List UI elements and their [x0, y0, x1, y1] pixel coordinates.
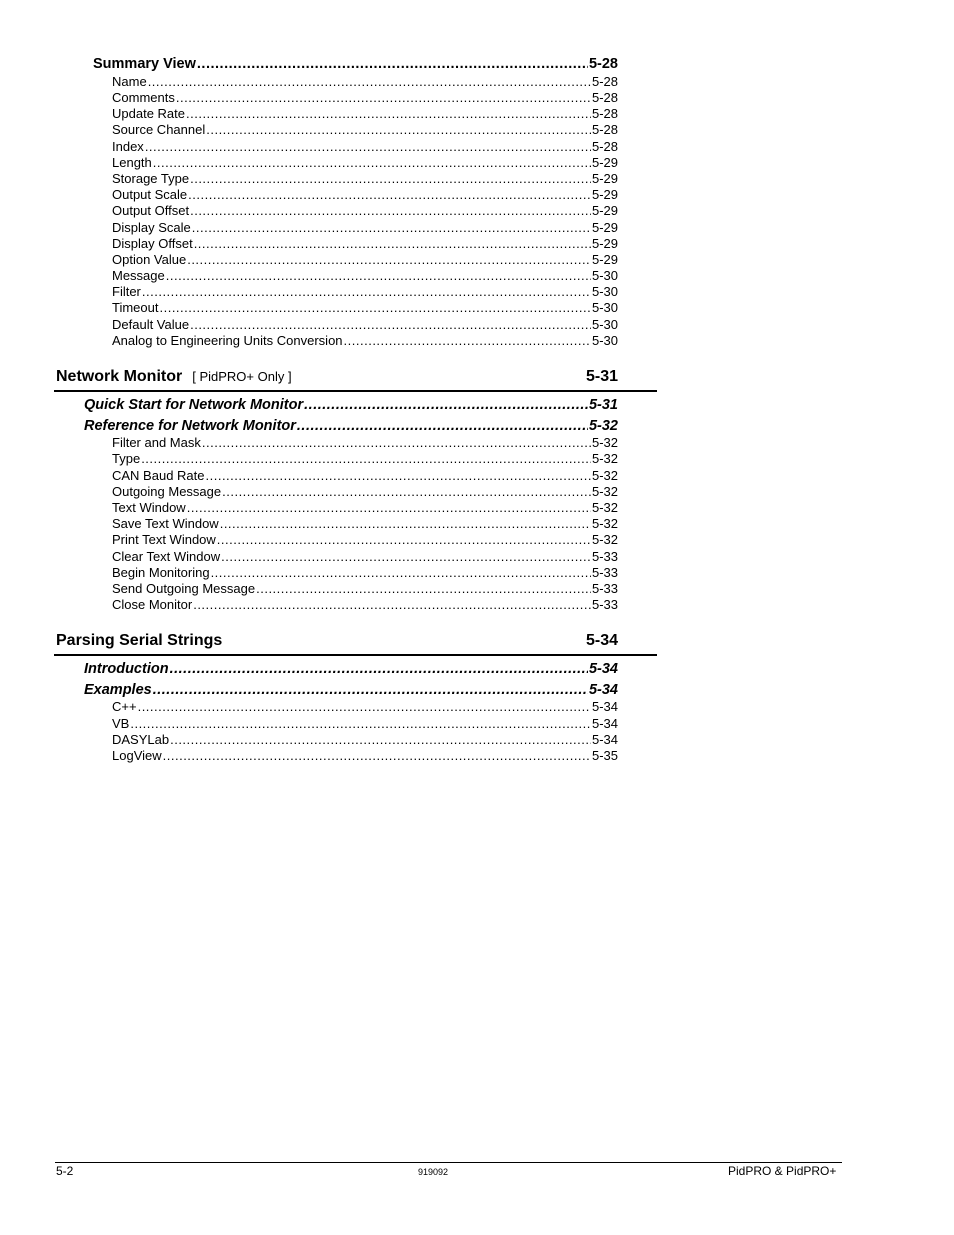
- toc-entry[interactable]: [112, 451, 618, 466]
- leader-dots: [220, 516, 591, 531]
- toc-heading-title: Examples: [84, 682, 152, 698]
- toc-entry[interactable]: [112, 532, 618, 547]
- toc-entry-title: Output Scale: [112, 187, 188, 202]
- toc-entry[interactable]: [112, 333, 618, 348]
- toc-entry-page: 5-30: [591, 284, 618, 299]
- toc-entry-title: Filter and Mask: [112, 435, 201, 450]
- leader-dots: [190, 171, 591, 186]
- toc-entry-page: 5-29: [591, 155, 618, 170]
- toc-entry-page: 5-29: [591, 171, 618, 186]
- footer-product: PidPRO & PidPRO+: [728, 1164, 837, 1178]
- toc-entry-page: 5-29: [591, 236, 618, 251]
- leader-dots: [222, 484, 591, 499]
- toc-entry-page: 5-34: [591, 716, 618, 731]
- leader-dots: [187, 252, 591, 267]
- toc-entry-title: Index: [112, 139, 144, 154]
- toc-entry-title: Close Monitor: [112, 597, 193, 612]
- toc-entry[interactable]: [112, 74, 618, 89]
- toc-entry-title: Storage Type: [112, 171, 190, 186]
- leader-dots: [163, 748, 591, 763]
- leader-dots: [145, 139, 591, 154]
- toc-entry-title: Output Offset: [112, 203, 190, 218]
- leader-dots: [153, 682, 588, 698]
- leader-dots: [153, 155, 591, 170]
- toc-entry[interactable]: [112, 565, 618, 580]
- toc-entry-title: Filter: [112, 284, 141, 299]
- toc-entry-page: 5-30: [591, 300, 618, 315]
- toc-entry-page: 5-28: [591, 139, 618, 154]
- leader-dots: [138, 699, 591, 714]
- leader-dots: [194, 236, 591, 251]
- toc-heading-title: Quick Start for Network Monitor: [84, 397, 304, 413]
- toc-heading-reference[interactable]: [84, 418, 618, 434]
- toc-entry-title: Display Scale: [112, 220, 191, 235]
- toc-entry-page: 5-33: [591, 597, 618, 612]
- toc-entry-title: Default Value: [112, 317, 190, 332]
- toc-entry[interactable]: [112, 203, 618, 218]
- toc-entry[interactable]: [112, 106, 618, 121]
- toc-entry-page: 5-35: [591, 748, 618, 763]
- leader-dots: [186, 106, 591, 121]
- leader-dots: [304, 397, 588, 413]
- toc-entry[interactable]: [112, 139, 618, 154]
- toc-heading-page: 5-31: [588, 397, 618, 413]
- toc-heading-page: 5-32: [588, 418, 618, 434]
- toc-entry-page: 5-29: [591, 203, 618, 218]
- leader-dots: [193, 597, 591, 612]
- toc-entry[interactable]: [112, 435, 618, 450]
- leader-dots: [166, 268, 591, 283]
- toc-heading-page: 5-28: [588, 56, 618, 72]
- leader-dots: [188, 187, 591, 202]
- footer-doc-number: 919092: [418, 1167, 449, 1177]
- toc-entry-title: DASYLab: [112, 732, 170, 747]
- toc-entry-title: LogView: [112, 748, 162, 763]
- leader-dots: [202, 435, 591, 450]
- leader-dots: [190, 203, 591, 218]
- toc-entry-title: C++: [112, 699, 137, 714]
- toc-entry-title: Clear Text Window: [112, 549, 221, 564]
- toc-entry-page: 5-28: [591, 122, 618, 137]
- toc-entry-title: Comments: [112, 90, 175, 105]
- toc-entry[interactable]: [112, 236, 618, 251]
- leader-dots: [217, 532, 591, 547]
- toc-heading-summary-view[interactable]: [93, 56, 618, 72]
- toc-entry[interactable]: [112, 220, 618, 235]
- toc-entry-title: Option Value: [112, 252, 187, 267]
- toc-entry[interactable]: [112, 90, 618, 105]
- toc-entry-title: Source Channel: [112, 122, 206, 137]
- leader-dots: [197, 56, 588, 72]
- toc-entry-title: Send Outgoing Message: [112, 581, 256, 596]
- toc-entry[interactable]: [112, 500, 618, 515]
- toc-entry-page: 5-29: [591, 220, 618, 235]
- toc-heading-examples[interactable]: [84, 682, 618, 698]
- toc-entry-title: Print Text Window: [112, 532, 216, 547]
- toc-entry-page: 5-33: [591, 549, 618, 564]
- toc-heading-title: Summary View: [93, 56, 196, 72]
- toc-entry-page: 5-32: [591, 532, 618, 547]
- toc-heading-title: Introduction: [84, 661, 169, 677]
- leader-dots: [206, 468, 591, 483]
- toc-entry[interactable]: [112, 716, 618, 731]
- footer-divider: [55, 1162, 842, 1163]
- section-divider: [54, 390, 657, 392]
- toc-entry-page: 5-33: [591, 565, 618, 580]
- section-note: [ PidPRO+ Only ]: [192, 369, 292, 384]
- toc-heading-quick-start[interactable]: [84, 397, 618, 413]
- toc-entry-title: Outgoing Message: [112, 484, 222, 499]
- toc-entry-title: Analog to Engineering Units Conversion: [112, 333, 343, 348]
- toc-entry-title: Update Rate: [112, 106, 185, 121]
- toc-entry-title: Text Window: [112, 500, 186, 515]
- toc-entry-title: VB: [112, 716, 130, 731]
- toc-entry[interactable]: [112, 171, 618, 186]
- toc-entry-title: Timeout: [112, 300, 159, 315]
- toc-entry-page: 5-28: [591, 74, 618, 89]
- toc-entry[interactable]: [112, 122, 618, 137]
- section-parsing-serial-strings[interactable]: [56, 632, 618, 650]
- toc-entry[interactable]: [112, 516, 618, 531]
- section-page: 5-31: [585, 368, 618, 385]
- toc-entry-page: 5-28: [591, 106, 618, 121]
- leader-dots: [141, 451, 591, 466]
- leader-dots: [187, 500, 591, 515]
- toc-entry[interactable]: [112, 597, 618, 612]
- section-page: 5-34: [585, 632, 618, 649]
- toc-entry-page: 5-30: [591, 333, 618, 348]
- toc-entry-page: 5-32: [591, 516, 618, 531]
- toc-entry-page: 5-29: [591, 252, 618, 267]
- toc-entry[interactable]: [112, 317, 618, 332]
- footer-page-number: 5-2: [56, 1164, 74, 1178]
- toc-entry-title: Display Offset: [112, 236, 193, 251]
- toc-heading-page: 5-34: [588, 661, 618, 677]
- leader-dots: [170, 732, 591, 747]
- toc-heading-introduction[interactable]: [84, 661, 618, 677]
- leader-dots: [170, 661, 588, 677]
- toc-entry[interactable]: [112, 300, 618, 315]
- section-network-monitor[interactable]: [56, 368, 618, 386]
- toc-entry-page: 5-32: [591, 468, 618, 483]
- toc-entry[interactable]: [112, 484, 618, 499]
- toc-entry-page: 5-34: [591, 732, 618, 747]
- toc-entry-page: 5-32: [591, 500, 618, 515]
- toc-entry[interactable]: [112, 581, 618, 596]
- toc-entry-title: Length: [112, 155, 152, 170]
- leader-dots: [130, 716, 591, 731]
- toc-heading-title: Reference for Network Monitor: [84, 418, 296, 434]
- toc-entry-title: Begin Monitoring: [112, 565, 210, 580]
- toc-entry[interactable]: [112, 748, 618, 763]
- leader-dots: [344, 333, 591, 348]
- leader-dots: [256, 581, 591, 596]
- leader-dots: [297, 418, 588, 434]
- leader-dots: [221, 549, 591, 564]
- section-title: Parsing Serial Strings: [56, 632, 223, 649]
- leader-dots: [176, 90, 591, 105]
- toc-entry-page: 5-30: [591, 268, 618, 283]
- toc-entry-page: 5-32: [591, 484, 618, 499]
- toc-entry-title: Type: [112, 451, 141, 466]
- toc-entry[interactable]: [112, 549, 618, 564]
- leader-dots: [206, 122, 591, 137]
- leader-dots: [148, 74, 591, 89]
- toc-entry-page: 5-32: [591, 435, 618, 450]
- toc-entry-page: 5-28: [591, 90, 618, 105]
- toc-heading-page: 5-34: [588, 682, 618, 698]
- leader-dots: [142, 284, 591, 299]
- toc-entry-page: 5-33: [591, 581, 618, 596]
- leader-dots: [159, 300, 590, 315]
- toc-entry[interactable]: [112, 268, 618, 283]
- toc-entry-title: Message: [112, 268, 165, 283]
- toc-entry-title: Save Text Window: [112, 516, 219, 531]
- toc-entry-title: Name: [112, 74, 147, 89]
- toc-entry-page: 5-34: [591, 699, 618, 714]
- toc-entry[interactable]: [112, 284, 618, 299]
- toc-entry[interactable]: [112, 468, 618, 483]
- toc-entry-page: 5-30: [591, 317, 618, 332]
- section-divider: [54, 654, 657, 656]
- toc-entry[interactable]: [112, 155, 618, 170]
- section-title: Network Monitor: [56, 368, 183, 385]
- toc-entry-page: 5-29: [591, 187, 618, 202]
- toc-entry[interactable]: [112, 187, 618, 202]
- leader-dots: [211, 565, 591, 580]
- toc-entry[interactable]: [112, 252, 618, 267]
- toc-entry-title: CAN Baud Rate: [112, 468, 205, 483]
- leader-dots: [190, 317, 591, 332]
- section-title-wrap: [56, 368, 292, 386]
- toc-entry[interactable]: [112, 699, 618, 714]
- toc-entry-page: 5-32: [591, 451, 618, 466]
- leader-dots: [192, 220, 591, 235]
- toc-entry[interactable]: [112, 732, 618, 747]
